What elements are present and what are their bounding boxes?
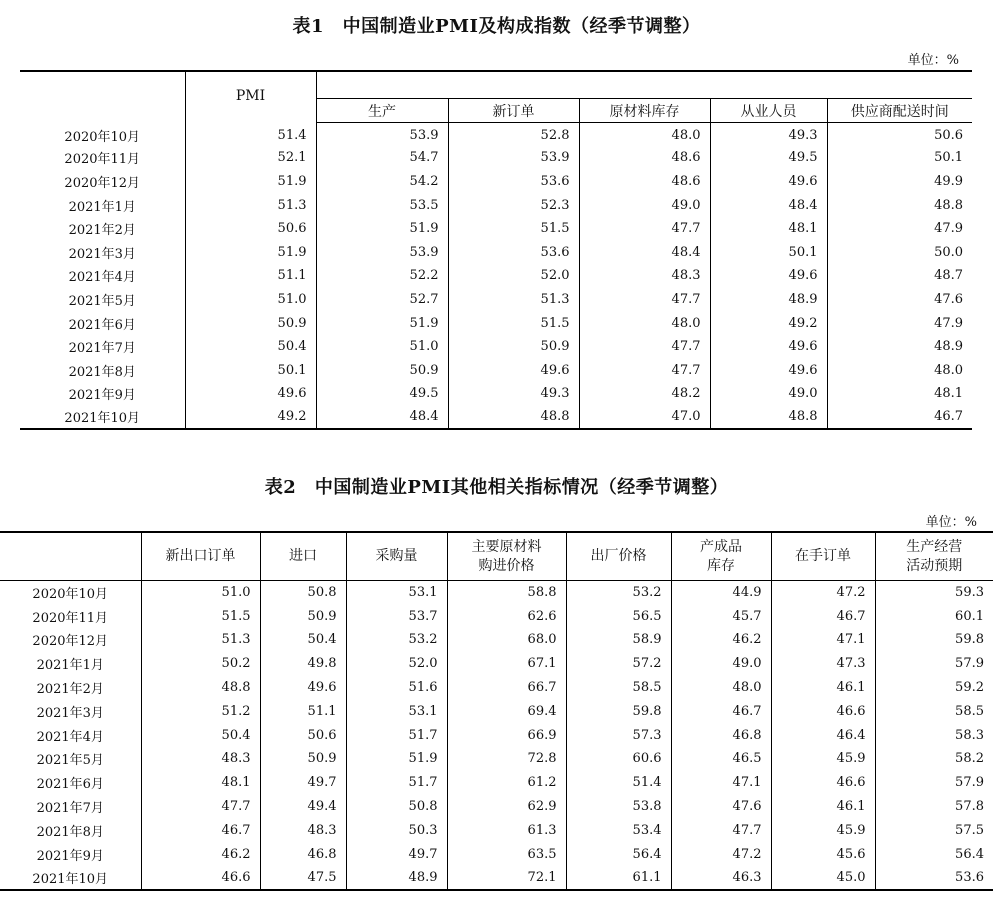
table-cell: 52.3: [448, 193, 579, 217]
table-cell: 49.2: [185, 406, 316, 430]
table-cell: 49.0: [710, 382, 827, 406]
table-cell: 51.1: [185, 264, 316, 288]
table-cell: 47.7: [579, 217, 710, 241]
table1-header-pmi: PMI: [185, 71, 316, 123]
table-cell: 68.0: [447, 628, 566, 652]
table-cell: 51.2: [141, 699, 260, 723]
table-cell: 59.8: [566, 699, 671, 723]
table-cell: 62.6: [447, 604, 566, 628]
table2-column-header: [771, 532, 875, 581]
table-cell: 49.6: [260, 676, 346, 700]
table-cell: 46.6: [771, 771, 875, 795]
table-cell: 61.1: [566, 866, 671, 890]
table-cell: 51.5: [448, 217, 579, 241]
table-cell: 62.9: [447, 795, 566, 819]
table-cell: 49.6: [185, 382, 316, 406]
table-cell: 50.6: [185, 217, 316, 241]
table-cell: 47.9: [827, 217, 972, 241]
table-cell: 47.3: [771, 652, 875, 676]
table1-column-header: 从业人员: [710, 99, 827, 123]
table2-title: 表2 中国制造业PMI其他相关指标情况（经季节调整）: [264, 477, 729, 498]
table-cell: 58.3: [875, 723, 993, 747]
table-cell: 51.9: [316, 217, 448, 241]
table-cell: 57.5: [875, 818, 993, 842]
table-cell: 48.0: [579, 311, 710, 335]
table-cell: 52.8: [448, 123, 579, 147]
table-cell: 47.6: [671, 795, 771, 819]
table-cell: 46.8: [671, 723, 771, 747]
table-cell: 69.4: [447, 699, 566, 723]
table-cell: 53.5: [316, 193, 448, 217]
table-cell: 51.9: [316, 311, 448, 335]
table-cell: 46.1: [771, 676, 875, 700]
row-label: 2021年7月: [36, 801, 104, 817]
table-row: [0, 866, 993, 890]
table-cell: 45.9: [771, 818, 875, 842]
table-cell: 49.6: [448, 358, 579, 382]
table-cell: 50.8: [260, 581, 346, 605]
table-row: [20, 311, 972, 335]
table-cell: 47.7: [579, 358, 710, 382]
table-row: [0, 842, 993, 866]
table-row: [20, 406, 972, 430]
header-line: 出厂价格: [590, 548, 647, 564]
table2-corner-cell: [0, 532, 141, 581]
row-label: 2021年2月: [68, 223, 136, 239]
header-line: 产成品: [700, 538, 742, 555]
table-cell: 47.2: [671, 842, 771, 866]
table-cell: 49.6: [710, 170, 827, 194]
table-cell: 57.9: [875, 652, 993, 676]
row-label: 2021年7月: [68, 341, 136, 357]
header-line: 生产经营: [906, 538, 963, 555]
table-cell: 49.4: [260, 795, 346, 819]
table-cell: 72.1: [447, 866, 566, 890]
table-cell: 52.7: [316, 288, 448, 312]
table-cell: 47.6: [827, 288, 972, 312]
table-cell: 51.0: [185, 288, 316, 312]
table-cell: 48.8: [710, 406, 827, 430]
table-cell: 51.3: [448, 288, 579, 312]
table-cell: 46.7: [141, 818, 260, 842]
table-cell: 48.0: [827, 358, 972, 382]
table-cell: 47.5: [260, 866, 346, 890]
table-cell: 48.9: [710, 288, 827, 312]
table-cell: 53.7: [346, 604, 447, 628]
table-row: [0, 581, 993, 605]
table-cell: 49.6: [710, 335, 827, 359]
table-cell: 47.2: [771, 581, 875, 605]
table-cell: 49.3: [710, 123, 827, 147]
table-cell: 58.9: [566, 628, 671, 652]
table-cell: 49.6: [710, 264, 827, 288]
table-cell: 52.2: [316, 264, 448, 288]
table-row: [20, 240, 972, 264]
table-row: [20, 264, 972, 288]
table-cell: 48.1: [141, 771, 260, 795]
table-cell: 50.9: [260, 747, 346, 771]
table-cell: 48.6: [579, 170, 710, 194]
table-cell: 49.9: [827, 170, 972, 194]
table-cell: 52.0: [346, 652, 447, 676]
table-cell: 49.8: [260, 652, 346, 676]
table-cell: 53.4: [566, 818, 671, 842]
table-cell: 50.6: [827, 123, 972, 147]
table-cell: 48.3: [141, 747, 260, 771]
table-cell: 46.5: [671, 747, 771, 771]
table1-title: 表1 中国制造业PMI及构成指数（经季节调整）: [292, 16, 701, 37]
row-label: 2021年2月: [36, 682, 104, 698]
table-cell: 48.8: [448, 406, 579, 430]
row-label: 2020年10月: [64, 129, 141, 145]
table-cell: 58.5: [566, 676, 671, 700]
table-row: [20, 288, 972, 312]
row-label: 2021年10月: [64, 411, 141, 427]
table-cell: 46.6: [771, 699, 875, 723]
row-label: 2020年12月: [32, 634, 109, 650]
row-label: 2021年9月: [36, 848, 104, 864]
table-cell: 53.9: [448, 146, 579, 170]
header-line: 主要原材料: [471, 538, 542, 555]
table-cell: 50.1: [710, 240, 827, 264]
row-label: 2021年8月: [36, 824, 104, 840]
table2-column-header: [875, 532, 993, 581]
table-cell: 47.0: [579, 406, 710, 430]
table-cell: 57.9: [875, 771, 993, 795]
table1-corner-cell: [20, 71, 185, 123]
header-line: 购进价格: [478, 557, 535, 574]
table-cell: 50.4: [185, 335, 316, 359]
row-label: 2020年11月: [32, 610, 109, 626]
table1-column-header: 生产: [316, 99, 448, 123]
table-cell: 51.6: [346, 676, 447, 700]
table-cell: 50.2: [141, 652, 260, 676]
table-cell: 53.2: [566, 581, 671, 605]
table-cell: 50.9: [316, 358, 448, 382]
table-cell: 49.2: [710, 311, 827, 335]
table-cell: 48.4: [579, 240, 710, 264]
table1-column-header: 原材料库存: [579, 99, 710, 123]
row-label: 2020年11月: [64, 152, 141, 168]
table-cell: 57.8: [875, 795, 993, 819]
row-label: 2021年1月: [68, 199, 136, 215]
table-cell: 72.8: [447, 747, 566, 771]
table-row: [0, 628, 993, 652]
row-label: 2020年12月: [64, 175, 141, 191]
table-cell: 50.4: [141, 723, 260, 747]
table-cell: 47.9: [827, 311, 972, 335]
table-row: [0, 604, 993, 628]
table-cell: 51.3: [141, 628, 260, 652]
table-cell: 48.0: [579, 123, 710, 147]
row-label: 2021年10月: [32, 871, 109, 887]
table-row: [20, 170, 972, 194]
header-line: 活动预期: [906, 557, 963, 574]
table-row: [0, 652, 993, 676]
table-cell: 46.7: [771, 604, 875, 628]
header-line: 库存: [707, 557, 735, 574]
table1: [20, 70, 972, 430]
table-cell: 59.8: [875, 628, 993, 652]
table-cell: 51.4: [566, 771, 671, 795]
table-cell: 50.9: [260, 604, 346, 628]
table2-column-header: [346, 532, 447, 581]
table-cell: 56.4: [875, 842, 993, 866]
table-cell: 46.2: [141, 842, 260, 866]
table-cell: 45.6: [771, 842, 875, 866]
table-cell: 48.8: [827, 193, 972, 217]
table-cell: 53.8: [566, 795, 671, 819]
table-cell: 51.3: [185, 193, 316, 217]
table-cell: 52.1: [185, 146, 316, 170]
table-cell: 48.2: [579, 382, 710, 406]
table-cell: 48.1: [827, 382, 972, 406]
table-row: [20, 358, 972, 382]
table-cell: 51.7: [346, 723, 447, 747]
table-cell: 45.9: [771, 747, 875, 771]
table-cell: 46.6: [141, 866, 260, 890]
table-cell: 51.5: [448, 311, 579, 335]
row-label: 2021年8月: [68, 364, 136, 380]
table-cell: 53.9: [316, 240, 448, 264]
table1-column-header: 新订单: [448, 99, 579, 123]
header-line: 新出口订单: [165, 548, 236, 564]
table-cell: 46.7: [671, 699, 771, 723]
table-cell: 61.2: [447, 771, 566, 795]
table-cell: 51.9: [346, 747, 447, 771]
table-cell: 54.7: [316, 146, 448, 170]
table-cell: 49.7: [346, 842, 447, 866]
table-cell: 48.9: [346, 866, 447, 890]
row-label: 2021年5月: [68, 293, 136, 309]
table-cell: 51.0: [141, 581, 260, 605]
table-row: [20, 123, 972, 147]
table-row: [0, 747, 993, 771]
table2-column-header: [566, 532, 671, 581]
table-cell: 50.8: [346, 795, 447, 819]
table-cell: 48.7: [827, 264, 972, 288]
table-cell: 57.3: [566, 723, 671, 747]
row-label: 2021年4月: [36, 729, 104, 745]
table2-unit: 单位：%: [925, 515, 977, 530]
row-label: 2021年9月: [68, 388, 136, 404]
table1-column-header: 供应商配送时间: [827, 99, 972, 123]
table-cell: 56.5: [566, 604, 671, 628]
table-cell: 47.1: [771, 628, 875, 652]
table-cell: 50.1: [185, 358, 316, 382]
table-cell: 46.1: [771, 795, 875, 819]
table-cell: 50.4: [260, 628, 346, 652]
table-cell: 44.9: [671, 581, 771, 605]
header-line: 在手订单: [795, 548, 851, 564]
table2-column-header: [141, 532, 260, 581]
table-cell: 45.7: [671, 604, 771, 628]
table2-column-header: [260, 532, 346, 581]
table1-header-group: [316, 71, 972, 99]
table-cell: 47.7: [579, 288, 710, 312]
table-cell: 46.3: [671, 866, 771, 890]
table-cell: 47.7: [579, 335, 710, 359]
table-cell: 58.8: [447, 581, 566, 605]
table-cell: 51.7: [346, 771, 447, 795]
table-cell: 49.5: [710, 146, 827, 170]
table-cell: 58.5: [875, 699, 993, 723]
table-cell: 49.7: [260, 771, 346, 795]
header-line: 进口: [289, 548, 317, 564]
table-cell: 47.7: [671, 818, 771, 842]
table-cell: 49.6: [710, 358, 827, 382]
table-cell: 54.2: [316, 170, 448, 194]
table-cell: 66.7: [447, 676, 566, 700]
table-row: [20, 335, 972, 359]
table-cell: 59.3: [875, 581, 993, 605]
table-row: [20, 193, 972, 217]
row-label: 2021年1月: [36, 658, 104, 674]
table-cell: 51.1: [260, 699, 346, 723]
table-cell: 53.6: [448, 170, 579, 194]
table-cell: 50.6: [260, 723, 346, 747]
table-cell: 46.7: [827, 406, 972, 430]
table-cell: 48.4: [316, 406, 448, 430]
table-cell: 51.5: [141, 604, 260, 628]
row-label: 2021年6月: [68, 317, 136, 333]
table-cell: 46.8: [260, 842, 346, 866]
table-cell: 45.0: [771, 866, 875, 890]
table-row: [0, 771, 993, 795]
table-cell: 48.0: [671, 676, 771, 700]
table-cell: 49.0: [671, 652, 771, 676]
table-cell: 48.1: [710, 217, 827, 241]
table-cell: 50.9: [448, 335, 579, 359]
row-label: 2021年6月: [36, 777, 104, 793]
row-label: 2021年3月: [68, 246, 136, 262]
table-row: [0, 723, 993, 747]
table-row: [0, 699, 993, 723]
table-row: [0, 676, 993, 700]
table-cell: 67.1: [447, 652, 566, 676]
table-cell: 53.1: [346, 581, 447, 605]
table-cell: 59.2: [875, 676, 993, 700]
table-cell: 50.9: [185, 311, 316, 335]
table-cell: 51.4: [185, 123, 316, 147]
table-cell: 53.6: [875, 866, 993, 890]
table-cell: 53.1: [346, 699, 447, 723]
header-line: 采购量: [375, 548, 418, 564]
table-cell: 52.0: [448, 264, 579, 288]
table-cell: 53.2: [346, 628, 447, 652]
table-cell: 51.9: [185, 240, 316, 264]
table-cell: 47.7: [141, 795, 260, 819]
table-cell: 49.0: [579, 193, 710, 217]
row-label: 2021年4月: [68, 270, 136, 286]
table-row: [20, 146, 972, 170]
row-label: 2021年3月: [36, 705, 104, 721]
table-cell: 60.6: [566, 747, 671, 771]
table-cell: 46.2: [671, 628, 771, 652]
table-cell: 50.3: [346, 818, 447, 842]
table-cell: 48.3: [579, 264, 710, 288]
table2: [0, 531, 993, 891]
table-cell: 56.4: [566, 842, 671, 866]
table-cell: 63.5: [447, 842, 566, 866]
table-cell: 53.9: [316, 123, 448, 147]
table-cell: 49.5: [316, 382, 448, 406]
table-cell: 48.4: [710, 193, 827, 217]
table-cell: 48.6: [579, 146, 710, 170]
table-cell: 46.4: [771, 723, 875, 747]
table-cell: 66.9: [447, 723, 566, 747]
table-cell: 58.2: [875, 747, 993, 771]
table-cell: 48.9: [827, 335, 972, 359]
table-row: [20, 382, 972, 406]
table-cell: 47.1: [671, 771, 771, 795]
table-cell: 51.9: [185, 170, 316, 194]
table-cell: 50.0: [827, 240, 972, 264]
table-cell: 60.1: [875, 604, 993, 628]
table-row: [0, 795, 993, 819]
table-cell: 48.8: [141, 676, 260, 700]
table1-unit: 单位：%: [907, 53, 959, 68]
table2-column-header: [671, 532, 771, 581]
table-cell: 53.6: [448, 240, 579, 264]
table-cell: 49.3: [448, 382, 579, 406]
table-row: [20, 217, 972, 241]
table-row: [0, 818, 993, 842]
table-cell: 51.0: [316, 335, 448, 359]
row-label: 2021年5月: [36, 753, 104, 769]
table-cell: 61.3: [447, 818, 566, 842]
row-label: 2020年10月: [32, 587, 109, 603]
table2-column-header: [447, 532, 566, 581]
table-cell: 48.3: [260, 818, 346, 842]
table-cell: 57.2: [566, 652, 671, 676]
table-cell: 50.1: [827, 146, 972, 170]
